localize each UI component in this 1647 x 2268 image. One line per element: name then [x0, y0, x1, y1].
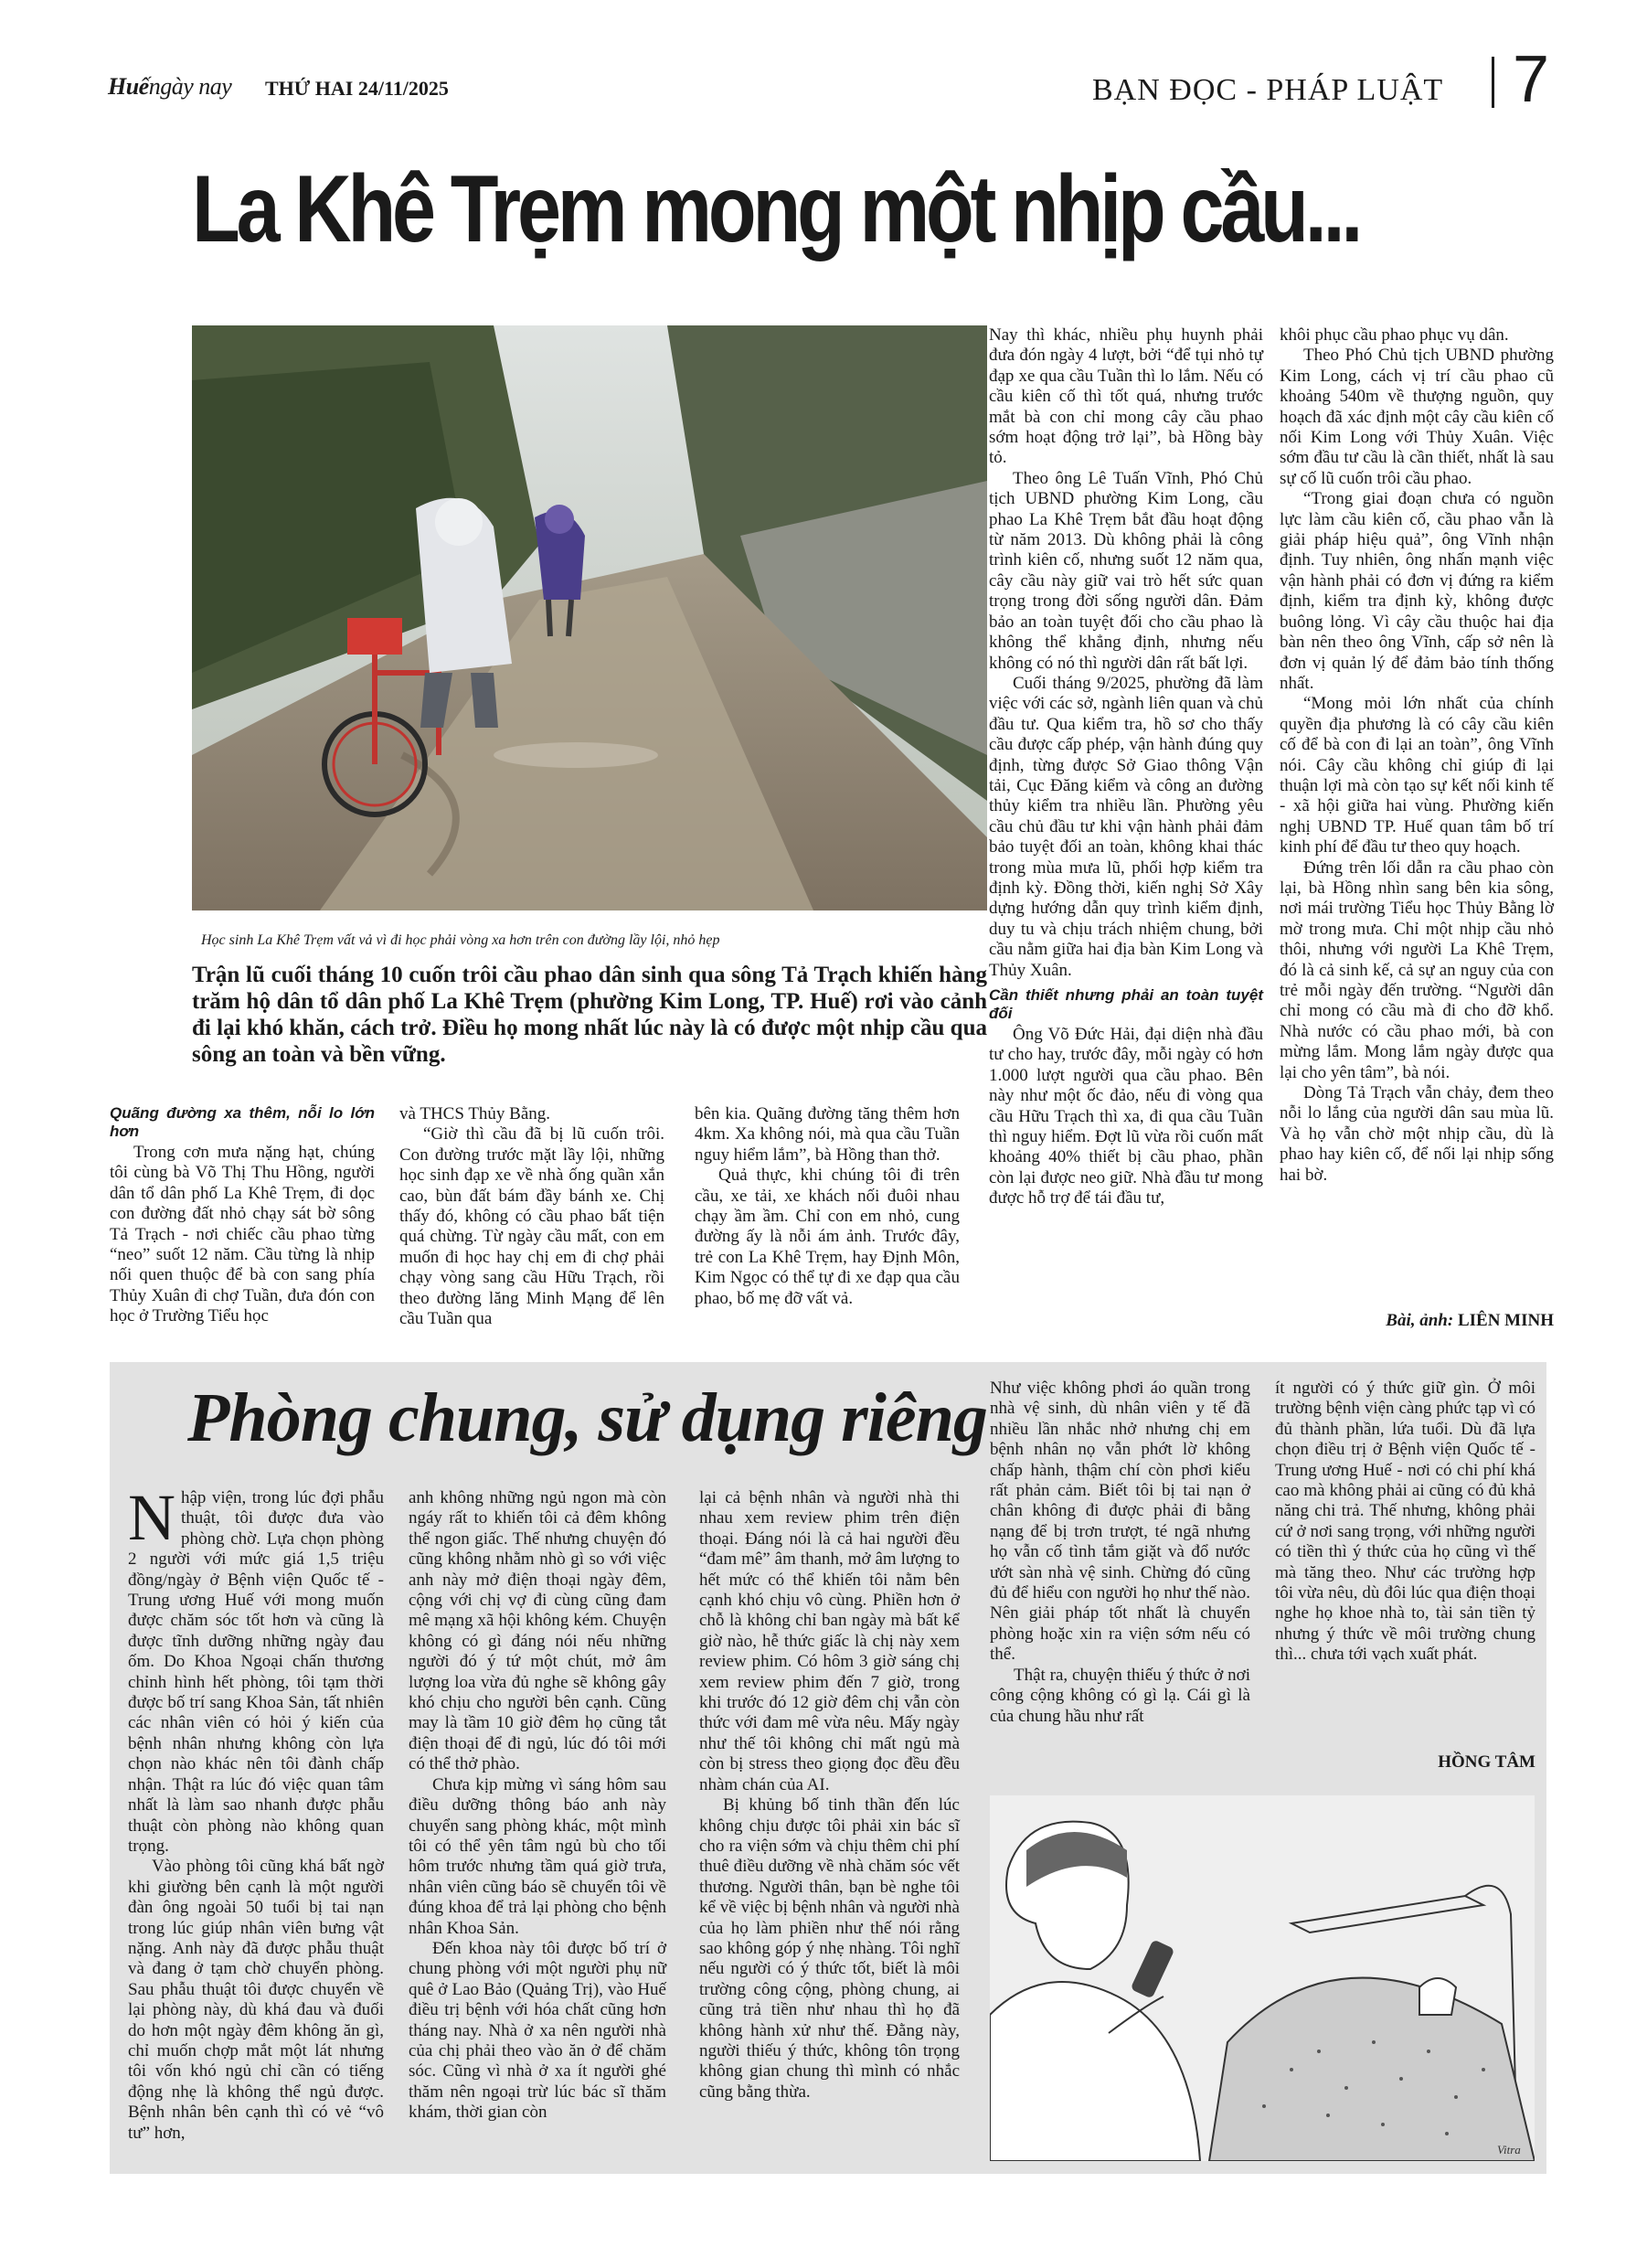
- paragraph: Chưa kịp mừng vì sáng hôm sau điều dưỡng thông báo anh này chuyển sang phòng khác, một mình tôi có thể yên tâm ngủ bù cho tối hôm trước nhưng tầm quá giờ trưa, nhân viên cũng báo sẽ chuyển tôi về đúng khoa để trả lại phòng cho bệnh nhân Khoa Sản.: [409, 1774, 666, 1938]
- paragraph: anh không những ngủ ngon mà còn ngáy rất to khiến tôi cả đêm không thể ngon giấc. Thế nhưng chuyện đó cũng không nhằm nhò gì so với việc anh này mở điện thoại ngày đêm, cộng với chị vợ đi cùng cũng đam mê mạng xã hội không kém. Chuyện không có gì đáng nói nếu những người đó ý tứ một chút, mở âm lượng loa vừa đủ nghe sẽ không gây khó chịu cho người bên cạnh. Cũng may là tầm 10 giờ đêm họ cũng tắt điện thoại để đi ngủ, lúc đó tôi mới có thể thở phào.: [409, 1488, 666, 1774]
- byline-prefix: Bài, ảnh:: [1386, 1311, 1454, 1330]
- paragraph: Ông Võ Đức Hải, đại diện nhà đầu tư cho hay, trước đây, mỗi ngày có hơn 1.000 lượt người qua cầu phao. Bên này như một ốc đảo, nếu đi vòng qua cầu Hữu Trạch thì xa, đi qua cầu Tuần thì nguy hiểm. Đợt lũ vừa rồi cuốn mất khoảng 40% thiết bị cầu phao, phần còn lại được neo giữ. Nhà đầu tư mong được hỗ trợ để tái đầu tư,: [989, 1025, 1263, 1209]
- article1-headline: La Khê Trẹm mong một nhịp cầu...: [192, 156, 1360, 262]
- paragraph: Bị khủng bố tinh thần đến lúc không chịu được tôi phải xin bác sĩ cho ra viện sớm và chịu thêm chi phí thuê điều dưỡng về nhà chăm sóc vết thương. Người thân, bạn bè nghe tôi kể về việc bị bệnh nhân và người nhà của họ làm phiền như thế nói rằng sao không góp ý nhẹ nhàng. Tôi nghĩ nếu người có ý thức tốt, biết là môi trường công cộng, phòng chung, ai cũng trả tiền như nhau thì họ đã không hành xử như thế. Đằng này, người thiếu ý thức, không tôn trọng không gian chung thì mình có nhắc cũng bằng thừa.: [699, 1795, 960, 2102]
- article2-illustration: [990, 1795, 1535, 2161]
- article2-column-2: [409, 1488, 666, 2124]
- paragraph: khôi phục cầu phao phục vụ dân.: [1280, 325, 1509, 345]
- paragraph: Đứng trên lối dẫn ra cầu phao còn lại, bà Hồng nhìn sang bên kia sông, nơi mái trường Tiểu học Thủy Bằng lờ mờ trong mưa. Chỉ một nhịp cầu nhỏ thôi, nhưng với người La Khê Trẹm, đó là cả sinh kế, cả sự an nguy của con trẻ mỗi ngày đến trường. “Người dân chỉ mong có cầu mà đi cho đỡ khổ. Nhà nước có cầu phao mới, bà con mừng lắm. Mong lắm ngày được qua lại cho yên tâm”, bà nói.: [1280, 857, 1554, 1082]
- photo-caption: Học sinh La Khê Trẹm vất vả vì đi học phải vòng xa hơn trên con đường lầy lội, nhỏ hẹp: [201, 932, 720, 948]
- article1-column-5: [1280, 325, 1554, 1186]
- article1-lead: Trận lũ cuối tháng 10 cuốn trôi cầu phao dân sinh qua sông Tả Trạch khiến hàng trăm hộ dân tổ dân phố La Khê Trẹm (phường Kim Long, TP. Huế) rơi vào cảnh đi lại khó khăn, cách trở. Điều họ mong nhất lúc này là có được một nhịp cầu qua sông an toàn và bền vững.: [192, 963, 987, 1067]
- paragraph: Cuối tháng 9/2025, phường đã làm việc với các sở, ngành liên quan và chủ đầu tư. Qua kiểm tra, hồ sơ cho thấy cầu được cấp phép, vận hành đúng quy định, từng được Sở Giao thông Vận tải, Cục Đăng kiểm và công an đường thủy kiểm tra nhiều lần. Phường yêu cầu chủ đầu tư khi vận hành phải đảm bảo tuyệt đối an toàn, không khai thác trong mùa mưa lũ, phối hợp kiểm tra định kỳ. Đồng thời, kiến nghị Sở Xây dựng hướng dẫn quy trình kiểm định, duy tu và chịu trách nhiệm chung, bởi cầu nằm giữa hai địa bàn Kim Long và Thủy Xuân.: [989, 673, 1263, 980]
- page-number: 7: [1513, 43, 1550, 116]
- article2-column-4: [990, 1379, 1250, 1727]
- article2-column-1: [128, 1481, 384, 2144]
- paragraph: Quả thực, khi chúng tôi đi trên cầu, xe tải, xe khách nối đuôi nhau chạy ầm ầm. Chỉ con em nhỏ, cung đường ấy là nỗi ám ảnh. Trước đây, trẻ con La Khê Trẹm, hay Định Môn, Kim Ngọc có thể tự đi xe đạp qua cầu phao, bố mẹ đỡ vất vả.: [695, 1166, 960, 1308]
- paragraph: Đến khoa này tôi được bố trí ở chung phòng với một người phụ nữ quê ở Lao Bảo (Quảng Trị), vào Huế điều trị bệnh với hóa chất cũng hơn tháng nay. Nhà ở xa nên người nhà của chị phải theo vào ăn ở để chăm sóc. Cũng vì nhà ở xa ít người ghé thăm nên ngoại trừ lúc bác sĩ thăm khám, thời gian còn: [409, 1938, 666, 2123]
- paragraph: lại cả bệnh nhân và người nhà thi nhau xem review phim trên điện thoại. Đáng nói là cả hai người đều “đam mê” âm thanh, mở âm lượng to hết mức có thể khiến tôi nằm bên cạnh khó chịu vô cùng. Phiền hơn ở chỗ là không chỉ ban ngày mà bất kể giờ nào, hễ thức giấc là chị này xem review phim. Có hôm 3 giờ sáng chị xem review phim đến 7 giờ, trong khi trước đó 12 giờ đêm chị vẫn còn thức với đam mê vừa nêu. Mấy ngày như thế tôi không chỉ mất ngủ mà còn bị stress theo giọng đọc đều đều nhàm chán của AI.: [699, 1488, 960, 1794]
- illustration-signature: Vitra: [1497, 2143, 1521, 2156]
- paragraph: “Mong mỏi lớn nhất của chính quyền địa phương là có cây cầu kiên cố để bà con đi lại an toàn”, ông Vĩnh nói. Cây cầu không chỉ giúp đi lại thuận lợi mà còn tạo sự kết nối kinh tế - xã hội giữa hai vùng. Phường kiến nghị UBND TP. Huế quan tâm bố trí kinh phí để đầu tư theo quy hoạch.: [1280, 694, 1554, 857]
- masthead-logo: [108, 73, 231, 101]
- paragraph: Nay thì khác, nhiều phụ huynh phải đưa đón ngày 4 lượt, bởi “để tụi nhỏ tự đạp xe qua cầu Tuần thì lo lắm. Nếu có cầu kiên cố thì tốt quá, nhưng trước mắt bà con chỉ mong cây cầu phao sớm hoạt động trở lại”, bà Hồng bày tỏ.: [989, 325, 1263, 468]
- header-divider: [1492, 57, 1494, 108]
- masthead-part-2: ngày nay: [148, 73, 232, 100]
- article2-author: HỒNG TÂM: [1438, 1752, 1535, 1772]
- article2-column-3: [699, 1397, 960, 2103]
- article2-title: Phòng chung, sử dụng riêng: [187, 1379, 987, 1456]
- article1-column-3: [695, 1104, 960, 1309]
- paragraph: và THCS Thủy Bằng.: [399, 1104, 551, 1123]
- paragraph: “Giờ thì cầu đã bị lũ cuốn trôi. Con đường trước mặt lầy lội, những học sinh đạp xe về nhà ống quần xắn cao, bùn đất bám đầy bánh xe. Chị thấy đó, không có cầu phao bất tiện quá chừng. Từ ngày cầu mất, con em muốn đi học hay chị em đi chợ phải chạy vòng sang cầu Hữu Trạch, rồi theo đường lăng Minh Mạng để lên cầu Tuần qua: [399, 1124, 664, 1329]
- article1-photo: [192, 325, 987, 910]
- paragraph: Trong cơn mưa nặng hạt, chúng tôi cùng bà Võ Thị Thu Hồng, người dân tổ dân phố La Khê Trẹm, đi dọc con đường đất nhỏ chạy sát bờ sông Tả Trạch - nơi chiếc cầu phao từng “neo” suốt 12 năm. Cầu từng là nhịp nối quen thuộc để bà con sang phía Thủy Xuân đi chợ Tuần, đưa đón con học ở Trường Tiểu học: [110, 1143, 375, 1326]
- paragraph: [128, 1481, 384, 1857]
- paragraph: Theo Phó Chủ tịch UBND phường Kim Long, cách vị trí cầu phao cũ khoảng 540m về thượng nguồn, quy hoạch đã xác định một cây cầu kiên cố nối Kim Long với Thủy Xuân. Việc sớm đầu tư cầu là cần thiết, nhất là sau sự cố lũ cuốn trôi cầu phao.: [1280, 346, 1554, 488]
- byline-name: LIÊN MINH: [1457, 1311, 1554, 1330]
- masthead-part-1: Huế: [108, 73, 149, 100]
- article2-column-5: [1275, 1379, 1535, 1666]
- paragraph-text: hập viện, trong lúc đợi phẫu thuật, tôi được đưa vào phòng chờ. Lựa chọn phòng 2 người với mức giá 1,5 triệu đồng/ngày ở Bệnh viện Quốc tế - Trung ương Huế với mong muốn được chăm sóc tốt hơn và cũng là được tĩnh dưỡng những ngày đau ốm. Do Khoa Ngoại chấn thương chỉnh hình hết phòng, tôi tạm thời được bố trí sang Khoa Sản, tất nhiên các nhân viên có hỏi ý kiến của bệnh nhân nhưng không còn lựa chọn nào khác nên tôi đành chấp nhận. Thật ra lúc đó việc quan tâm nhất là làm sao nhanh được phẫu thuật còn phòng nào không quan trọng.: [128, 1488, 384, 1856]
- paragraph: Vào phòng tôi cũng khá bất ngờ khi giường bên cạnh là một người đàn ông ngoài 50 tuổi bị tai nạn trong lúc giúp nhân viên bưng vật nặng. Anh này đã được phẫu thuật và đang ở tạm chờ chuyển phòng. Sau phẫu thuật tôi được chuyển về lại phòng này, dù khá đau và đuối do hơn một ngày đêm không ăn gì, chỉ muốn chợp mắt một lát nhưng tôi vốn khó ngủ chỉ cần có tiếng động nhẹ là không thể ngủ được. Bệnh nhân bên cạnh thì có vẻ “vô tư” hơn,: [128, 1857, 384, 2143]
- paragraph: bên kia. Quãng đường tăng thêm hơn 4km. Xa không nói, mà qua cầu Tuần nguy hiểm lắm”, bà Hồng than thở.: [695, 1104, 960, 1165]
- paragraph: Theo ông Lê Tuấn Vĩnh, Phó Chủ tịch UBND phường Kim Long, cầu phao La Khê Trẹm bắt đầu hoạt động từ năm 2013. Dù không phải là công trình kiên cố, nhưng suốt 12 năm qua, cây cầu này giữ vai trò hết sức quan trọng trong đời sống người dân. Đảm bảo an toàn tuyệt đối cho cầu phao là không thể khẳng định, nhưng nếu không có nó thì người dân rất bất lợi.: [989, 468, 1263, 673]
- subheading-1: Quãng đường xa thêm, nỗi lo lớn hơn: [110, 1104, 375, 1140]
- issue-date: THỨ HAI 24/11/2025: [265, 77, 449, 100]
- drop-cap: N: [128, 1481, 175, 1554]
- article1-byline: [1344, 1311, 1554, 1331]
- article1-column-4: [989, 325, 1263, 1209]
- subheading-2: Cần thiết nhưng phải an toàn tuyệt đối: [989, 986, 1263, 1022]
- paragraph: Như việc không phơi áo quần trong nhà vệ sinh, dù nhân viên y tế đã nhiều lần nhắc nhở nhưng chị em bệnh nhân nọ vẫn phớt lờ không chấp hành, thậm chí còn phơi kiểu rất phản cảm. Biết tôi bị tai nạn ở chân không đi được phải đi bằng nạng để bị trơn trượt, té ngã nhưng họ vẫn cố tình tắm giặt và đổ nước ướt sàn nhà vệ sinh. Chừng đó cũng đủ để hiểu con người họ như thế nào. Nên giải pháp tốt nhất là chuyển phòng hoặc xin ra viện sớm nếu có thể.: [990, 1379, 1250, 1665]
- article1-column-1: [110, 1104, 375, 1327]
- paragraph: Dòng Tả Trạch vẫn chảy, đem theo nỗi lo lắng của người dân sau mùa lũ. Và họ vẫn chờ một nhịp cầu, dù là phao hay kiên cố, để nối lại nhịp sống hai bờ.: [1280, 1083, 1554, 1185]
- article1-column-2: [399, 1104, 664, 1329]
- paragraph: “Trong giai đoạn chưa có nguồn lực làm cầu kiên cố, cầu phao vẫn là giải pháp hiệu quả”, ông Vĩnh nhận định. Tuy nhiên, ông nhấn mạnh việc vận hành phải có đơn vị đứng ra kiểm định, kiểm tra định kỳ, không được buông lỏng. Vì cây cầu thuộc hai địa bàn nên theo ông Vĩnh, cấp sở nên là đơn vị quản lý để đảm bảo tính thống nhất.: [1280, 489, 1554, 693]
- paragraph: ít người có ý thức giữ gìn. Ở môi trường bệnh viện càng phức tạp vì có đủ thành phần, lứa tuổi. Dù đã lựa chọn điều trị ở Bệnh viện Quốc tế - Trung ương Huế - nơi có chi phí khá cao mà không phải ai cũng có đủ khả năng chi trả. Thế nhưng, không phải cứ ở nơi sang trọng, với những người có tiền thì ý thức của họ cũng vì thế mà tăng theo. Như các trường hợp tôi vừa nêu, dù đôi lúc qua điện thoại nghe họ khoe nhà to, tài sản tiền tỷ nhưng ý thức về môi trường chung thì... chưa tới vạch xuất phát.: [1275, 1379, 1535, 1665]
- section-title: BẠN ĐỌC - PHÁP LUẬT: [1092, 73, 1444, 107]
- paragraph: Thật ra, chuyện thiếu ý thức ở nơi công cộng không có gì lạ. Cái gì là của chung hầu như rất: [990, 1665, 1250, 1726]
